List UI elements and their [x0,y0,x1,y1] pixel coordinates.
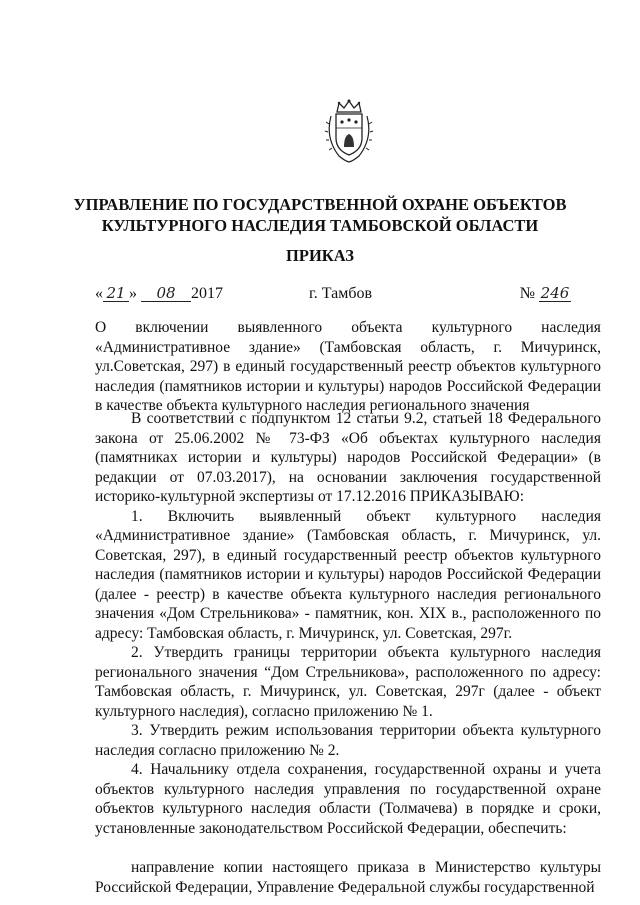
organization-name [40,194,600,236]
order-year: 2017 [191,285,223,302]
subject-word: наследия [541,319,601,336]
subject-word: объекта [351,319,403,336]
preamble-paragraph: В соответствии с подпунктом 12 статьи 9.2, статьей 18 Федерального закона от 25.06.2002 № 73-ФЗ «Об объектах культурного наследия (памятниках истории и культуры) народов Российской Федерации» (в редакции от 07.03.2017), на основании заключения государственной историко-культурной экспертизы от 17.12.2016 ПРИКАЗЫВАЮ: [95,410,601,505]
organization-name-line1: УПРАВЛЕНИЕ ПО ГОСУДАРСТВЕННОЙ ОХРАНЕ ОБЪЕКТОВ [73,195,567,214]
subject-word: выявленного [237,319,323,336]
quote-close: » [129,285,137,302]
order-day: 21 [103,285,129,302]
quote-open: « [95,285,103,302]
order-item-3: 3. Утвердить режим использования территории объекта культурного наследия согласно приложению № 2. [95,722,601,759]
document-title: ПРИКАЗ [286,246,354,265]
subject-first-line [95,318,601,338]
order-body [95,409,601,897]
order-date [95,284,223,304]
order-number [520,284,571,304]
organization-name-line2: КУЛЬТУРНОГО НАСЛЕДИЯ ТАМБОВСКОЙ ОБЛАСТИ [101,216,539,235]
coat-of-arms-emblem [322,98,376,164]
subject-word: О [95,319,107,336]
order-item-1: 1. Включить выявленный объект культурного наследия «Административное здание» (Тамбовская область, г. Мичуринск, ул. Советская, 297), в единый государственный реестр объектов культурного наследия (памятников истории и культуры) народов Российской Федерации (далее - реестр) в качестве объекта культурного наследия регионального значения «Дом Стрельникова» - памятник, кон. XIX в., расположенного по адресу: Тамбовская область, г. Мичуринск, ул. Советская, 297г. [95,507,601,642]
order-details-row [95,284,571,304]
number-label: № [519,285,535,302]
subject-word: включении [135,319,209,336]
order-item-4: 4. Начальнику отдела сохранения, государственной охраны и учета объектов культурного наследия управления по государственной охране объектов культурного наследия области (Толмачева) в порядке и сроки, установленные законодательством Российской Федерации, обеспечить: [95,761,601,837]
order-item-4-subitem: направление копии настоящего приказа в Министерство культуры Российской Федерации, Управление Федеральной службы государственной [95,859,601,896]
order-subject [95,318,601,416]
order-place: г. Тамбов [309,285,373,302]
number-value: 246 [540,284,570,302]
subject-text: «Административное здание» (Тамбовская область, г. Мичуринск, ул.Советская, 297) в единый государственный реестр объектов культурного наследия (памятников истории и культуры) народов Российской Федерации в качестве объекта культурного наследия регионального значения [95,338,601,414]
order-month: 08 [141,285,191,302]
order-item-2: 2. Утвердить границы территории объекта культурного наследия регионального значения “Дом Стрельникова», расположенного по адресу: Тамбовская область, г. Мичуринск, ул. Советская, 297г (далее - объект культурного наследия), согласно приложению № 1. [95,644,601,720]
subject-word: культурного [431,319,513,336]
